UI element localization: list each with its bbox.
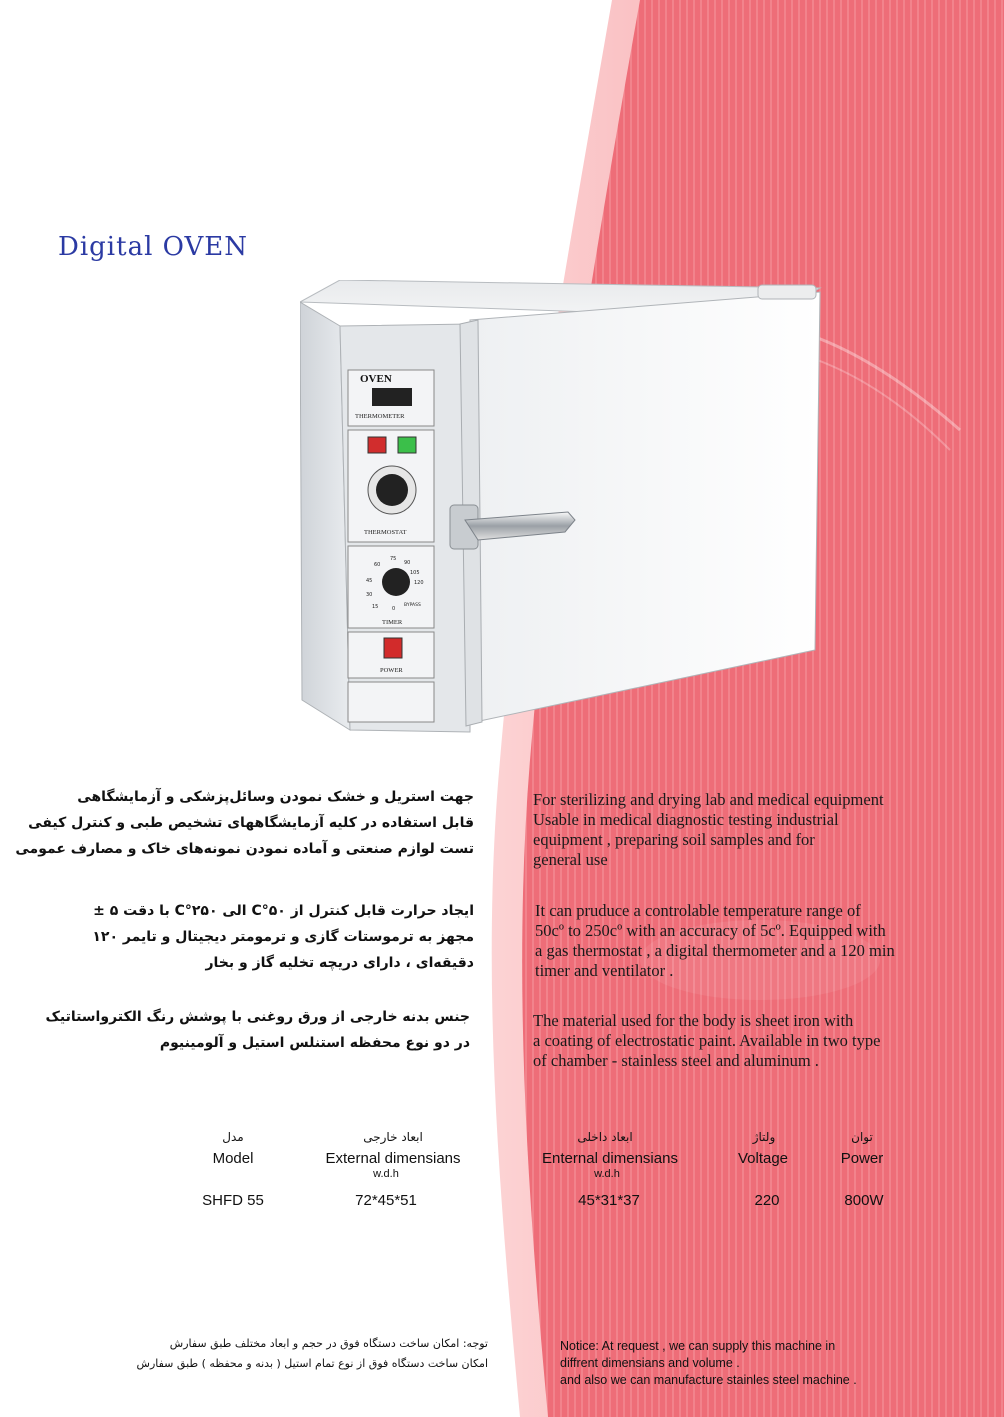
en-notice (560, 1338, 857, 1389)
en-line: a coating of electrostatic paint. Available in two type (533, 1031, 881, 1050)
en-notice-line: diffrent dimensians and volume . (560, 1356, 740, 1370)
en-line: a gas thermostat , a digital thermometer and a 120 min (535, 941, 895, 960)
fa-line: دقیقه‌ای ، دارای دریچه تخلیه گاز و بخار (205, 955, 474, 971)
en-material-text (533, 1011, 880, 1071)
timer-mark: 105 (410, 570, 420, 576)
spec-value-voltage: 220 (754, 1192, 780, 1209)
spec-header-internal: Enternal dimensians (542, 1150, 678, 1167)
power-switch-icon (384, 638, 402, 658)
en-line: timer and ventilator . (535, 961, 674, 980)
timer-mark: 30 (366, 592, 373, 598)
en-line: of chamber - stainless steel and aluminum . (533, 1051, 819, 1070)
timer-mark: 90 (404, 560, 411, 566)
timer-mark: 15 (372, 604, 379, 610)
timer-mark: 0 (392, 606, 396, 612)
fa-temperature-text (92, 898, 474, 976)
spec-header-external: External dimensians (325, 1150, 461, 1167)
timer-mark: 120 (414, 580, 424, 586)
spec-header-fa-voltage: ولتاژ (752, 1130, 776, 1144)
digital-display (372, 388, 412, 406)
en-notice-line: and also we can manufacture stainles steel machine . (560, 1373, 857, 1387)
thermostat-label: THERMOSTAT (364, 529, 407, 536)
spec-value-internal: 45*31*37 (578, 1192, 640, 1209)
timer-label: TIMER (382, 619, 403, 626)
spec-header-fa-model: مدل (222, 1130, 244, 1144)
fa-notice (137, 1334, 488, 1374)
en-line: Usable in medical diagnostic testing industrial (533, 810, 839, 829)
spec-sub-internal: w.d.h (594, 1168, 620, 1180)
timer-mark: 60 (374, 562, 381, 568)
fa-line: ایجاد حرارت قابل کنترل از ۵۰°C الی ۲۵۰°C با دقت ۵ ± (93, 903, 474, 919)
oven-illustration (300, 280, 830, 750)
fa-material-text (46, 1004, 470, 1056)
spec-header-fa-external: ابعاد خارجی (363, 1130, 423, 1144)
spec-header-power: Power (840, 1150, 884, 1167)
spec-value-model: SHFD 55 (202, 1192, 264, 1209)
en-line: 50cº to 250cº with an accuracy of 5cº. Equipped with (535, 921, 886, 940)
spec-sub-external: w.d.h (373, 1168, 399, 1180)
thermostat-knob-icon (376, 474, 408, 506)
thermometer-label: THERMOMETER (355, 413, 405, 420)
green-indicator-lamp (398, 437, 416, 453)
oven-brand-label: OVEN (360, 373, 392, 385)
fa-line: قابل استفاده در کلیه آزمایشگاههای تشخیص طبی و کنترل کیفی (28, 815, 474, 831)
timer-mark: 45 (366, 578, 373, 584)
timer-knob-icon (382, 568, 410, 596)
fa-line: مجهز به ترموستات گازی و ترمومتر دیجیتال و تایمر ۱۲۰ (92, 929, 474, 945)
red-indicator-lamp (368, 437, 386, 453)
en-notice-line: Notice: At request , we can supply this machine in (560, 1339, 836, 1353)
spec-header-model: Model (212, 1150, 254, 1167)
power-label: POWER (380, 667, 403, 674)
spec-header-fa-power: توان (851, 1130, 873, 1144)
en-line: It can pruduce a controlable temperature range of (535, 901, 861, 920)
fa-line: در دو نوع محفظه استنلس استیل و آلومینیوم (159, 1035, 470, 1051)
timer-mark: BYPASS (404, 603, 421, 608)
blank-panel (348, 682, 434, 722)
en-line: equipment , preparing soil samples and for (533, 830, 815, 849)
en-line: The material used for the body is sheet iron with (533, 1011, 854, 1030)
en-usage-text (533, 790, 884, 870)
en-temperature-text (535, 901, 895, 981)
page-title: Digital OVEN (58, 232, 249, 262)
spec-header-voltage: Voltage (737, 1150, 789, 1167)
fa-usage-text (15, 784, 474, 862)
spec-value-external: 72*45*51 (355, 1192, 417, 1209)
en-line: For sterilizing and drying lab and medical equipment (533, 790, 884, 809)
spec-header-fa-internal: ابعاد داخلی (577, 1130, 633, 1144)
spec-value-power: 800W (844, 1192, 884, 1209)
fa-line: تست لوازم صنعتی و آماده نمودن نمونه‌های خاک و مصارف عمومی (15, 841, 474, 857)
fa-line: جهت استریل و خشک نمودن وسائل‌پزشکی و آزمایشگاهی (77, 789, 474, 805)
timer-mark: 75 (390, 556, 397, 562)
fa-line: جنس بدنه خارجی از ورق روغنی با پوشش رنگ الکترواستاتیک (45, 1009, 470, 1025)
en-line: general use (533, 850, 608, 869)
fa-notice-line: امکان ساخت دستگاه فوق از نوع تمام استیل ( بدنه و محفظه ) طبق سفارش (136, 1357, 488, 1370)
fa-notice-line: توجه: امکان ساخت دستگاه فوق در حجم و ابعاد مختلف طبق سفارش (169, 1337, 488, 1350)
